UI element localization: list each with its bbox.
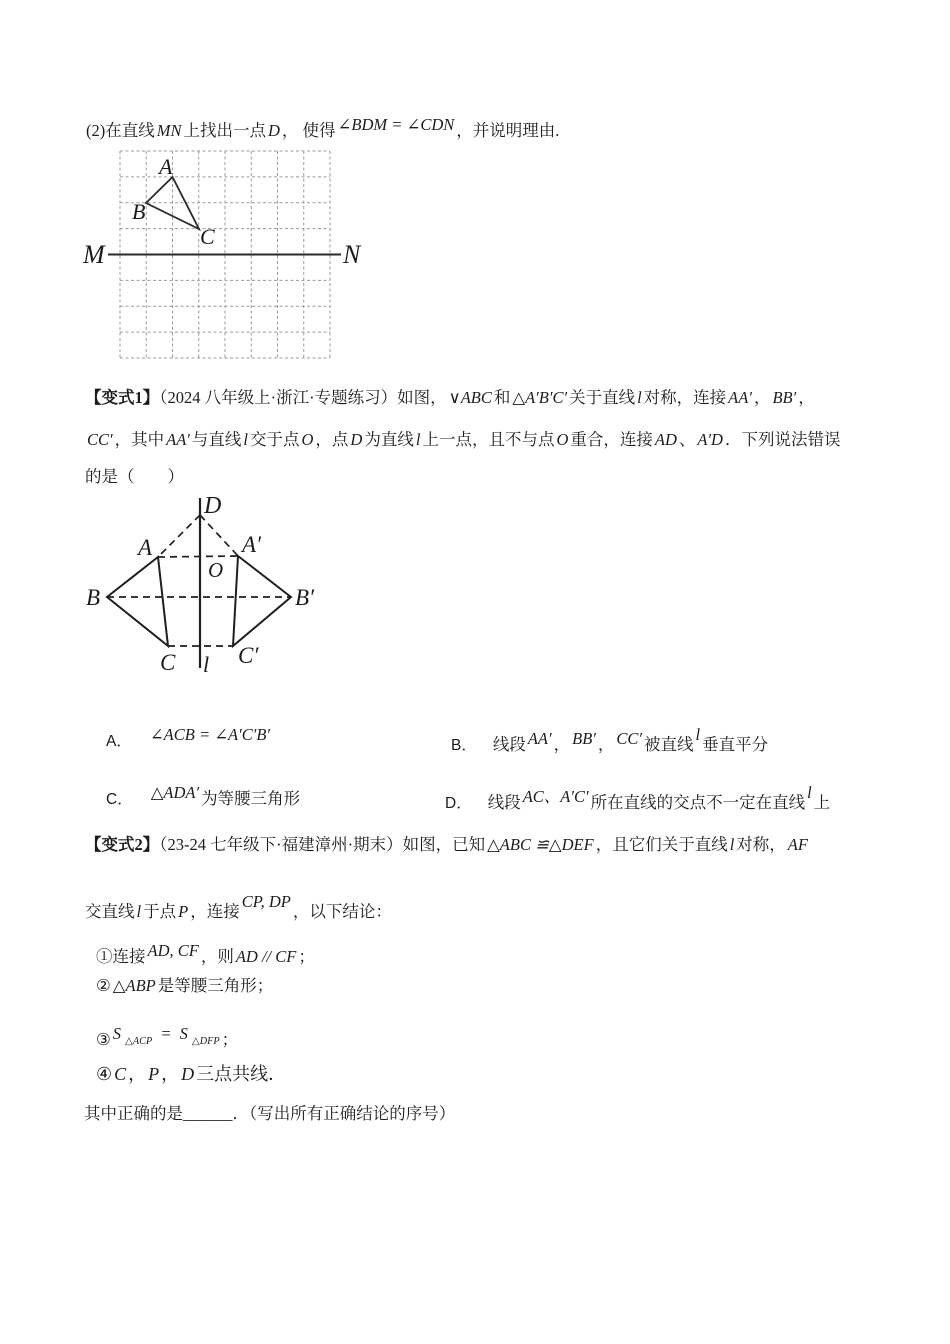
text-segment: 线段 [487,793,521,812]
text-segment: 交直线 [85,902,135,921]
label-n: N [343,240,361,269]
text-segment: ④ [96,1064,113,1084]
text-segment: 上 [813,793,831,812]
text-segment: △ABP [112,976,156,995]
label-b: B [86,585,101,610]
text-segment: ， 使得 [281,121,336,140]
label-m: M [83,240,105,269]
text-segment: 对称， [736,835,786,854]
text-segment: ，连接 [190,902,240,921]
variant1-line1 [85,385,815,411]
text-segment: (2)在直线 [86,121,155,140]
conclusion-4 [96,1061,286,1087]
text-segment: l [637,388,642,407]
text-segment: 【变式1】 [85,388,160,407]
option-d [445,780,830,817]
text-segment: AD, CF [147,941,199,960]
text-segment: AA′ [728,388,752,407]
conclusion-2 [96,973,273,999]
text-segment: （23-24 七年级下·福建漳州·期末）如图，已知 [159,835,486,854]
answer-line [84,1101,455,1127]
text-segment: 交于点 [250,430,300,449]
text-segment: 上一点，且不与点 [422,430,555,449]
option-c [106,780,300,813]
text-segment: 的是（ ） [85,467,184,486]
label-d: D [204,493,222,519]
conclusion-3 [96,1021,238,1055]
text-segment: l [415,430,421,449]
text-segment: 所在直线的交点不一定在直线 [590,793,806,812]
text-segment: BB′ [772,388,797,407]
text-segment: ② [96,976,111,995]
text-segment: ， [753,388,771,407]
text-segment: 重合，连接 [570,430,653,449]
text-segment: ，点 [315,430,349,449]
text-segment: = [156,1024,176,1043]
text-segment: ③ [96,1030,111,1049]
variant2-line2 [85,889,392,925]
text-segment: ∠ACB = ∠A′C′B′ [149,725,271,744]
text-segment: ； [221,1030,239,1049]
text-segment: AA′ [166,430,190,449]
label-b: B [132,199,146,224]
label-o: O [208,558,224,582]
text-segment: 和 [493,388,511,407]
text-segment: S [179,1024,188,1043]
text-segment: 上找出一点 [183,121,266,140]
label-c-prime: C′ [238,643,259,668]
text-segment: B． [451,737,477,754]
text-segment: BB′ [572,729,596,748]
text-segment: l [243,430,248,449]
variant1-line2 [85,427,840,453]
text-segment: 其中正确的是 [84,1104,183,1123]
text-segment: CC′ [616,729,643,748]
grid-figure [80,145,370,367]
text-segment: l [807,783,812,802]
text-segment: △ACP [125,1036,153,1047]
text-segment: AA′ [527,729,552,748]
text-segment: 对称，连接 [643,388,727,407]
text-segment: 为直线 [364,430,414,449]
text-segment: ； [298,947,315,966]
text-segment: A′D [697,430,723,449]
text-segment: S [112,1024,122,1043]
problem-part2-text [86,112,559,144]
text-segment: ， [798,388,815,407]
text-segment: ， [128,1064,147,1084]
text-segment: 为等腰三角形 [201,789,301,808]
text-segment: CC′ [87,430,113,449]
text-segment: ．（写出所有正确结论的序号） [232,1104,456,1123]
label-a-prime: A′ [242,532,262,557]
option-a [106,722,272,755]
text-segment: ，则 [200,947,234,966]
text-segment: 线段 [492,735,526,754]
text-segment: D [350,430,363,449]
text-segment: AD [654,430,677,449]
text-segment: 于点 [143,902,177,921]
text-segment: D [181,1064,195,1084]
text-segment: ， [161,1064,180,1084]
text-segment: O [556,430,569,449]
text-segment: C． [106,791,133,808]
text-segment: 关于直线 [569,388,636,407]
text-segment: 三点共线． [196,1064,287,1084]
text-segment: ，且它们关于直线 [595,835,728,854]
text-segment: 是等腰三角形； [157,976,274,995]
text-segment: l [136,902,142,921]
text-segment: ，以下结论： [292,902,392,921]
text-segment: O [301,430,314,449]
label-c: C [160,650,176,675]
text-segment: △DFP [191,1036,220,1047]
text-segment: △ADA′ [150,783,200,802]
text-segment: △A′B′C′ [512,388,568,407]
text-segment: l [729,835,735,854]
text-segment: AD // CF [235,947,297,966]
text-segment: （2024 八年级上·浙江·专题练习）如图， [159,388,447,407]
text-segment: 垂直平分 [702,735,769,754]
text-segment: ∨ABC [448,388,492,407]
text-segment: ，其中 [114,430,165,449]
triangle-abc-left [107,557,168,646]
text-segment: AC、A′C′ [522,787,589,806]
text-segment: ∠BDM = ∠CDN [337,115,455,134]
text-segment: ①连接 [96,947,146,966]
text-segment: CP, DP [241,892,291,911]
text-segment: P [178,902,189,921]
symmetry-figure [75,490,325,685]
text-segment: △ABC ≌△DEF [487,835,594,854]
text-segment: ，并说明理由. [456,121,560,140]
text-segment: 【变式2】 [85,835,160,854]
text-segment: AF [787,835,808,854]
variant2-line1 [85,832,810,858]
text-segment: 与直线 [191,430,242,449]
text-segment: ， [553,735,571,754]
conclusion-1 [96,938,315,970]
text-segment: 、 [678,430,696,449]
label-b-prime: B′ [295,585,315,610]
option-b [451,722,768,759]
label-a: A [138,535,153,560]
text-segment: C [114,1064,127,1084]
text-segment: P [148,1064,160,1084]
text-segment: MN [156,121,182,140]
text-segment: D． [445,795,472,812]
text-segment: ， [597,735,615,754]
label-a: A [159,154,173,179]
text-segment: l [695,725,701,744]
variant1-line3 [85,464,184,490]
label-l: l [203,652,210,677]
triangle-abc-prime-right [233,556,291,646]
text-segment: ______ [183,1104,233,1123]
text-segment: A． [106,733,132,750]
text-segment: D [268,121,280,140]
text-segment: 被直线 [644,735,694,754]
label-c: C [200,224,215,249]
text-segment: ．下列说法错误 [724,430,841,449]
